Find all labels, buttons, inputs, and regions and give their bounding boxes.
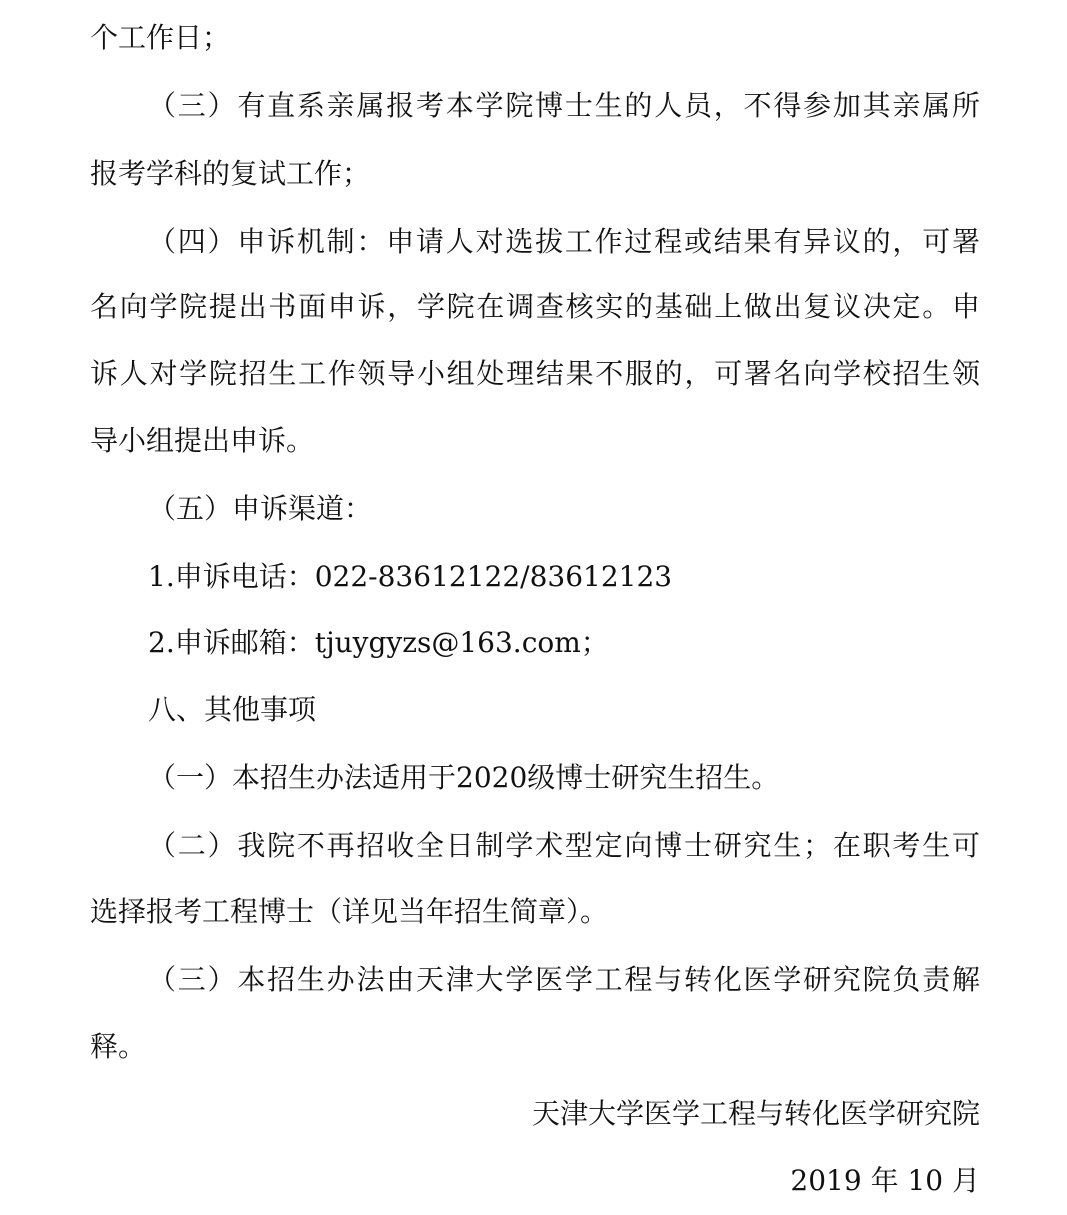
text-line: 个工作日； — [90, 21, 231, 54]
text-line: （三）有直系亲属报考本学院博士生的人员，不得参加其亲属所 — [148, 89, 980, 122]
text-line: （一）本招生办法适用于2020级博士研究生招生。 — [148, 761, 780, 794]
text-line: 导小组提出申诉。 — [90, 424, 315, 457]
date: 2019 年 10 月 — [790, 1164, 980, 1197]
section-heading: 八、其他事项 — [148, 693, 317, 726]
text-line: （二）我院不再招收全日制学术型定向博士研究生；在职考生可 — [148, 829, 980, 862]
text-line: 名向学院提出书面申诉，学院在调查核实的基础上做出复议决定。申 — [90, 290, 980, 323]
email-line: 2.申诉邮箱：tjuygyzs@163.com； — [148, 626, 609, 659]
text-line: （三）本招生办法由天津大学医学工程与转化医学研究院负责解 — [148, 963, 980, 996]
signature: 天津大学医学工程与转化医学研究院 — [531, 1097, 980, 1130]
text-line: （五）申诉渠道： — [148, 492, 373, 525]
text-line: （四）申诉机制：申请人对选拔工作过程或结果有异议的，可署 — [148, 225, 980, 258]
phone-line: 1.申诉电话：022-83612122/83612123 — [148, 560, 673, 593]
text-line: 报考学科的复试工作； — [90, 157, 371, 190]
text-line: 诉人对学院招生工作领导小组处理结果不服的，可署名向学校招生领 — [90, 357, 980, 390]
text-line: 释。 — [90, 1030, 147, 1063]
text-line: 选择报考工程博士（详见当年招生简章）。 — [90, 895, 609, 928]
